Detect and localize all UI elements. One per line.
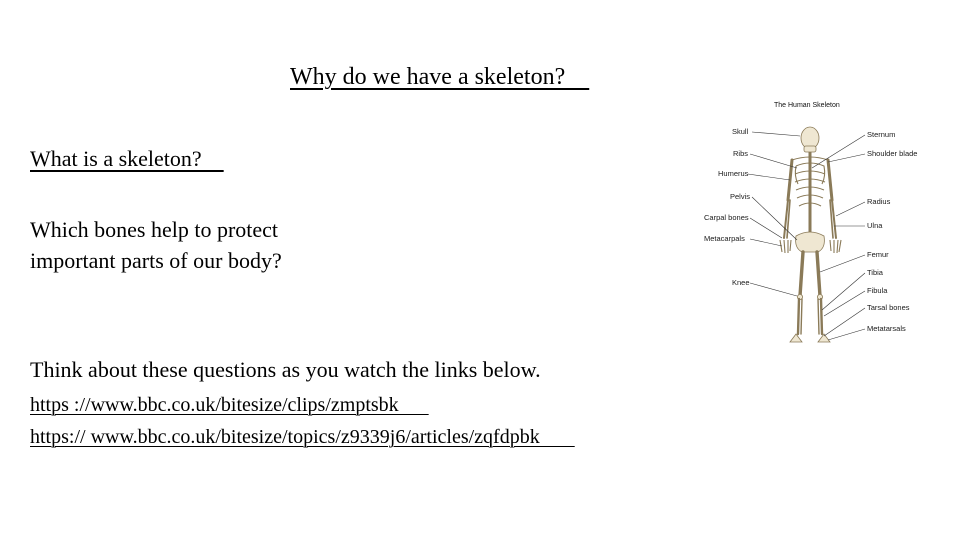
link-bitesize-clip[interactable]: https ://www.bbc.co.uk/bitesize/clips/zmptsbk	[30, 394, 429, 416]
label-metacarpals: Metacarpals	[704, 234, 745, 243]
label-femur: Femur	[867, 250, 889, 259]
question-which-bones-protect	[30, 214, 370, 276]
question-line-1: Which bones help to protect	[30, 217, 279, 242]
label-fibula: Fibula	[867, 286, 888, 295]
label-ulna: Ulna	[867, 221, 883, 230]
instruction-text: Think about these questions as you watch the links below.	[30, 357, 541, 382]
skeleton-illustration	[780, 127, 841, 342]
label-radius: Radius	[867, 197, 891, 206]
question-line-2: important parts of our body?	[30, 248, 282, 273]
diagram-title: The Human Skeleton	[774, 102, 840, 109]
link-bitesize-article[interactable]: https:// www.bbc.co.uk/bitesize/topics/z9339j6/articles/zqfdpbk	[30, 426, 575, 448]
label-tibia: Tibia	[867, 268, 883, 277]
label-knee: Knee	[732, 278, 750, 287]
label-shoulder-blade: Shoulder blade	[867, 149, 918, 158]
label-metatarsals: Metatarsals	[867, 324, 906, 333]
label-tarsal-bones: Tarsal bones	[867, 303, 910, 312]
label-sternum: Sternum	[867, 130, 896, 139]
label-ribs: Ribs	[733, 149, 749, 158]
skeleton-diagram	[700, 96, 928, 346]
label-pelvis: Pelvis	[730, 192, 751, 201]
question-what-is-skeleton: What is a skeleton?	[30, 146, 224, 171]
slide-title: Why do we have a skeleton?	[290, 64, 590, 90]
label-carpal-bones: Carpal bones	[704, 213, 749, 222]
label-skull: Skull	[732, 127, 749, 136]
label-humerus: Humerus	[718, 169, 749, 178]
